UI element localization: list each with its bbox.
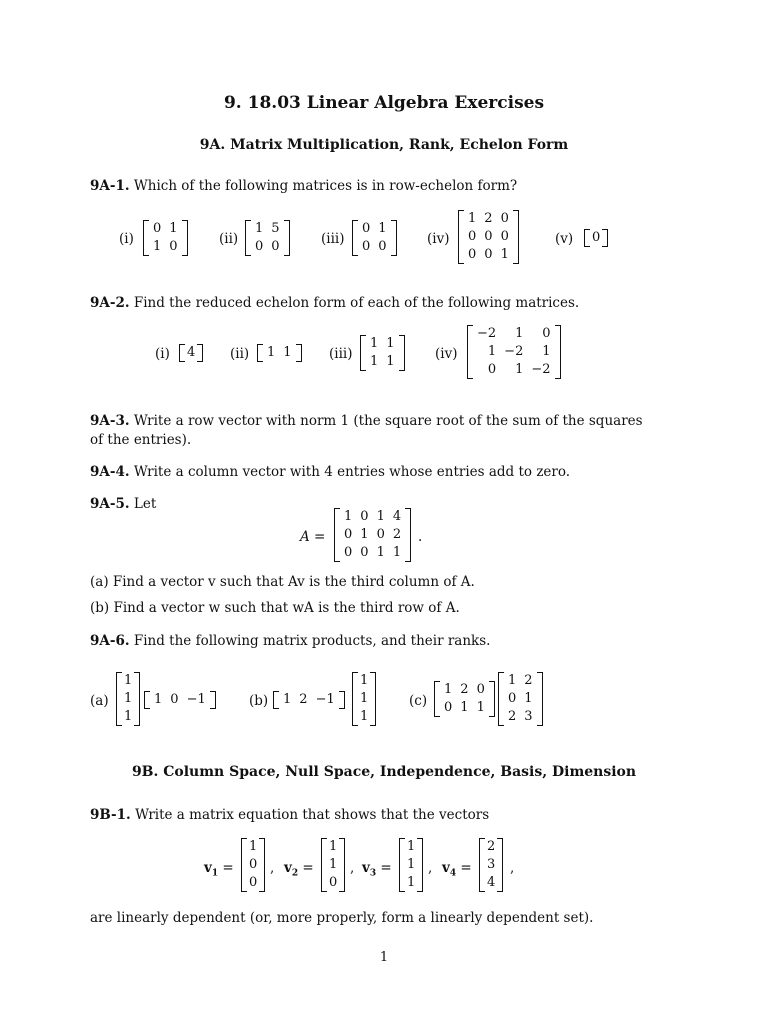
vector-v2: 1 1 0 <box>321 838 345 892</box>
period: . <box>418 529 423 545</box>
vector-v1: 1 0 0 <box>241 838 265 892</box>
matrix-9a6-c-right: 1 2 0 1 2 3 <box>498 672 543 726</box>
label-iii: (iii) <box>321 231 345 247</box>
comma: , <box>270 860 275 876</box>
label-i: (i) <box>155 346 170 362</box>
matrix-9a1-iv: 1 2 0 0 0 0 0 0 1 <box>458 210 519 264</box>
matrix-9a6-c-left: 1 2 0 0 1 1 <box>434 681 495 717</box>
problem-number: 9A-2. <box>90 295 130 311</box>
problem-number: 9A-4. <box>90 464 130 480</box>
problem-9b-1-conclusion: are linearly dependent (or, more properly, form a linearly dependent set). <box>90 910 594 926</box>
label-v: (v) <box>555 231 574 247</box>
section-heading-9a: 9A. Matrix Multiplication, Rank, Echelon Form <box>199 137 569 153</box>
problem-9a-3 <box>90 412 650 450</box>
vector-label-v4: $v_4$ = <box>442 860 472 879</box>
matrix-9a2-i: 4 <box>179 344 203 362</box>
problem-number: 9B-1. <box>90 807 131 823</box>
problem-9b-1 <box>90 806 650 825</box>
problem-9a-6 <box>90 632 650 651</box>
problem-9a-2 <box>90 294 650 313</box>
problem-number: 9A-1. <box>90 178 130 194</box>
problem-text: Which of the following matrices is in row-echelon form? <box>133 178 518 194</box>
problem-number: 9A-3. <box>90 413 130 429</box>
matrix-9a6-b-column: 1 1 1 <box>352 672 376 726</box>
label-iv: (iv) <box>427 231 450 247</box>
problem-text: Let <box>133 496 157 512</box>
matrix-9a2-ii: 1 1 <box>257 344 302 362</box>
problem-text: Find the reduced echelon form of each of the following matrices. <box>133 295 580 311</box>
label-ii: (ii) <box>230 346 250 362</box>
vector-v4: 2 3 4 <box>479 838 503 892</box>
matrix-9a6-a-row: 1 0 −1 <box>144 691 216 709</box>
problem-9a-1 <box>90 177 650 196</box>
label-i: (i) <box>119 231 134 247</box>
matrix-9a6-a-column: 1 1 1 <box>116 672 140 726</box>
problem-9a-4 <box>90 463 650 482</box>
problem-number: 9A-6. <box>90 633 130 649</box>
matrix-9a2-iii: 1 1 1 1 <box>360 335 405 371</box>
matrix-A: 1 0 1 4 0 1 0 2 0 0 1 1 <box>334 508 411 562</box>
vector-v3: 1 1 1 <box>399 838 423 892</box>
label-iii: (iii) <box>329 346 353 362</box>
page-number: 1 <box>379 950 389 965</box>
comma: , <box>510 860 515 876</box>
label-b: (b) <box>249 693 269 709</box>
problem-text: Write a row vector with norm 1 (the square root of the sum of the squares of the entries). <box>90 413 643 448</box>
matrix-9a1-v: 0 <box>584 229 608 247</box>
problem-number: 9A-5. <box>90 496 130 512</box>
vector-label-v2: $v_2$ = <box>284 860 314 879</box>
label-iv: (iv) <box>435 346 458 362</box>
label-a-equals: A = <box>300 529 326 545</box>
matrix-9a1-ii: 1 5 0 0 <box>245 220 290 256</box>
matrix-9a1-iii: 0 1 0 0 <box>352 220 397 256</box>
comma: , <box>428 860 433 876</box>
section-heading-9b: 9B. Column Space, Null Space, Independence, Basis, Dimension <box>131 764 637 780</box>
problem-9a-5-part-a: (a) Find a vector v such that Av is the third column of A. <box>90 574 475 590</box>
comma: , <box>350 860 355 876</box>
page-title: 9. 18.03 Linear Algebra Exercises <box>223 93 545 113</box>
problem-text: Write a column vector with 4 entries whose entries add to zero. <box>133 464 571 480</box>
matrix-9a2-iv: −2 1 0 1 −2 1 0 1 −2 <box>467 325 561 379</box>
matrix-9a1-i: 0 1 1 0 <box>143 220 188 256</box>
label-c: (c) <box>409 693 428 709</box>
problem-text: Find the following matrix products, and their ranks. <box>133 633 491 649</box>
vector-label-v3: $v_3$ = <box>362 860 392 879</box>
vector-label-v1: $v_1$ = <box>204 860 234 879</box>
label-a: (a) <box>90 693 109 709</box>
problem-text: Write a matrix equation that shows that the vectors <box>135 807 490 823</box>
problem-9a-5-part-b: (b) Find a vector w such that wA is the third row of A. <box>90 600 460 616</box>
label-ii: (ii) <box>219 231 239 247</box>
matrix-9a6-b-row: 1 2 −1 <box>273 691 345 709</box>
